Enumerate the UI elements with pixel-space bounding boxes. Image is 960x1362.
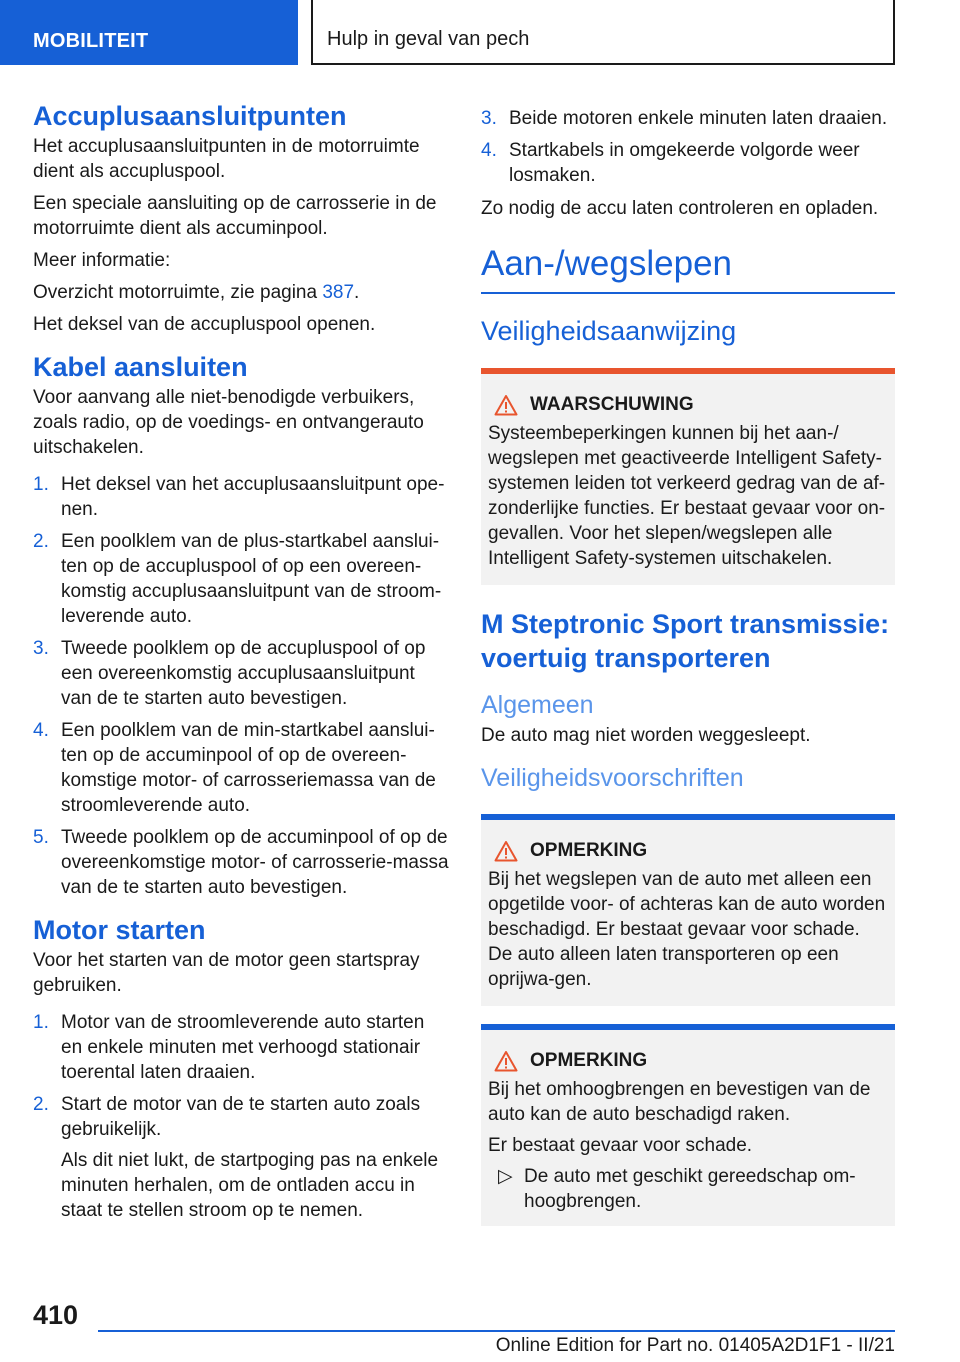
- warning-triangle-icon: [494, 394, 518, 416]
- list-number: 2.: [33, 1094, 49, 1115]
- warning-triangle-icon: [494, 840, 518, 862]
- note-label: OPMERKING: [530, 840, 648, 861]
- section-label: MOBILITEIT: [33, 30, 149, 52]
- list-number: 4.: [33, 720, 49, 741]
- heading-aan-wegslepen: Aan-/wegslepen: [481, 228, 895, 294]
- motor-steps-list: [33, 1010, 449, 1223]
- page-link-387[interactable]: 387: [322, 282, 355, 303]
- list-item: 1. Motor van de stroomleverende auto starten en enkele minuten met verhoogd stationair toerental laten draaien.: [33, 1012, 425, 1083]
- paragraph: Een speciale aansluiting op de carrosserie in de motorruimte dient als accuminpool.: [33, 193, 437, 239]
- list-item: 4. Startkabels in omgekeerde volgorde weer losmaken.: [481, 140, 860, 186]
- list-item: 3. Beide motoren enkele minuten laten draaien.: [481, 108, 888, 129]
- paragraph: Het deksel van de accupluspool openen.: [33, 314, 376, 335]
- paragraph: Voor het starten van de motor geen startspray gebruiken.: [33, 950, 420, 996]
- heading-motor-starten: Motor starten: [33, 915, 206, 945]
- note-box-2: [481, 1024, 895, 1226]
- note-text: Bij het omhoogbrengen en bevestigen van de auto kan de auto beschadigd raken.: [488, 1079, 871, 1125]
- list-item: 3. Tweede poolklem op de accupluspool of op een overeenkomstig accuplusaansluitpunt van de te starten auto bevestigen.: [33, 638, 426, 709]
- warning-box: [481, 368, 895, 585]
- paragraph: Voor aanvang alle niet-benodigde verbuikers, zoals radio, op de voedings- en ontvangerauto uitschakelen.: [33, 387, 424, 458]
- paragraph: Het accuplusaansluitpunten in de motorruimte dient als accupluspool.: [33, 136, 420, 182]
- footer-divider: [98, 1330, 895, 1332]
- heading-kabel-aansluiten: Kabel aansluiten: [33, 352, 248, 382]
- list-item: 2. Een poolklem van de plus-startkabel aanslui-ten op de accupluspool of op een overeen-komstig accuplusaansluitpunt van de stroom-leverende auto.: [33, 531, 442, 627]
- list-number: 5.: [33, 827, 49, 848]
- note-header: [488, 838, 888, 863]
- list-number: 1.: [33, 1012, 49, 1033]
- heading-m-steptronic: M Steptronic Sport transmissie: voertuig transporteren: [481, 609, 890, 673]
- note-box-1: [481, 814, 895, 1006]
- bullet-item: ▷ De auto met geschikt gereedschap om-hoogbrengen.: [498, 1166, 856, 1212]
- note-text: Er bestaat gevaar voor schade.: [488, 1135, 753, 1156]
- paragraph-page-reference: Overzicht motorruimte, zie pagina 387.: [33, 282, 360, 303]
- list-item: 5. Tweede poolklem op de accuminpool of op de overeenkomstige motor- of carrosserie-massa van de te starten auto bevestigen.: [33, 827, 449, 898]
- heading-accuplusaansluitpunten: Accuplusaansluitpunten: [33, 101, 347, 131]
- warning-header: [488, 392, 888, 417]
- triangle-bullet-icon: ▷: [498, 1166, 513, 1187]
- note-text: Bij het wegslepen van de auto met alleen een opgetilde voor- of achteras kan de auto worden beschadigd. Er bestaat gevaar voor schade. De auto alleen laten transporteren op een oprijwa-gen.: [488, 869, 886, 990]
- warning-triangle-icon: [494, 1050, 518, 1072]
- edition-text: Online Edition for Part no. 01405A2D1F1 - II/21: [495, 1335, 895, 1356]
- warning-text: Systeembeperkingen kunnen bij het aan-/ wegslepen met geactiveerde Intelligent Safety-systemen leiden tot verkeerd gedrag van de af-zonderlijke functies. Er bestaat gevaar voor on-gevallen. Voor het slepen/wegslepen alle Intelligent Safety-systemen uitschakelen.: [488, 423, 886, 569]
- continued-steps-list: [481, 106, 895, 188]
- section-tab: [0, 0, 298, 65]
- list-number: 4.: [481, 140, 497, 161]
- heading-veiligheidsvoorschriften: Veiligheidsvoorschriften: [481, 764, 744, 792]
- paragraph: Zo nodig de accu laten controleren en opladen.: [481, 198, 879, 219]
- list-subparagraph: Als dit niet lukt, de startpoging pas na enkele minuten herhalen, om de ontladen accu in staat te stellen stroom op te nemen.: [61, 1150, 439, 1221]
- left-column: [33, 100, 449, 1231]
- list-item: 2. Start de motor van de te starten auto zoals gebruikelijk. Als dit niet lukt, de startpoging pas na enkele minuten herhalen, om de ontladen accu in staat te stellen stroom op te nemen.: [33, 1092, 449, 1223]
- paragraph: De auto mag niet worden weggesleept.: [481, 725, 811, 746]
- page-number: 410: [33, 1300, 79, 1330]
- note-label: OPMERKING: [530, 1050, 648, 1071]
- list-item: 1. Het deksel van het accuplusaansluitpunt ope-nen.: [33, 474, 445, 520]
- chapter-title: Hulp in geval van pech: [327, 28, 530, 50]
- list-item: 4. Een poolklem van de min-startkabel aanslui-ten op de accuminpool of op de overeen-komstige motor- of carrosseriemassa van de stroomleverende auto.: [33, 720, 436, 816]
- list-number: 1.: [33, 474, 49, 495]
- heading-veiligheidsaanwijzing: Veiligheidsaanwijzing: [481, 316, 737, 346]
- chapter-header: [311, 0, 895, 65]
- list-number: 2.: [33, 531, 49, 552]
- note-header: [488, 1048, 888, 1073]
- warning-label: WAARSCHUWING: [530, 394, 694, 415]
- kabel-steps-list: [33, 472, 449, 900]
- paragraph: Meer informatie:: [33, 250, 171, 271]
- list-number: 3.: [481, 108, 497, 129]
- list-number: 3.: [33, 638, 49, 659]
- right-column: [481, 100, 895, 1234]
- heading-algemeen: Algemeen: [481, 691, 594, 719]
